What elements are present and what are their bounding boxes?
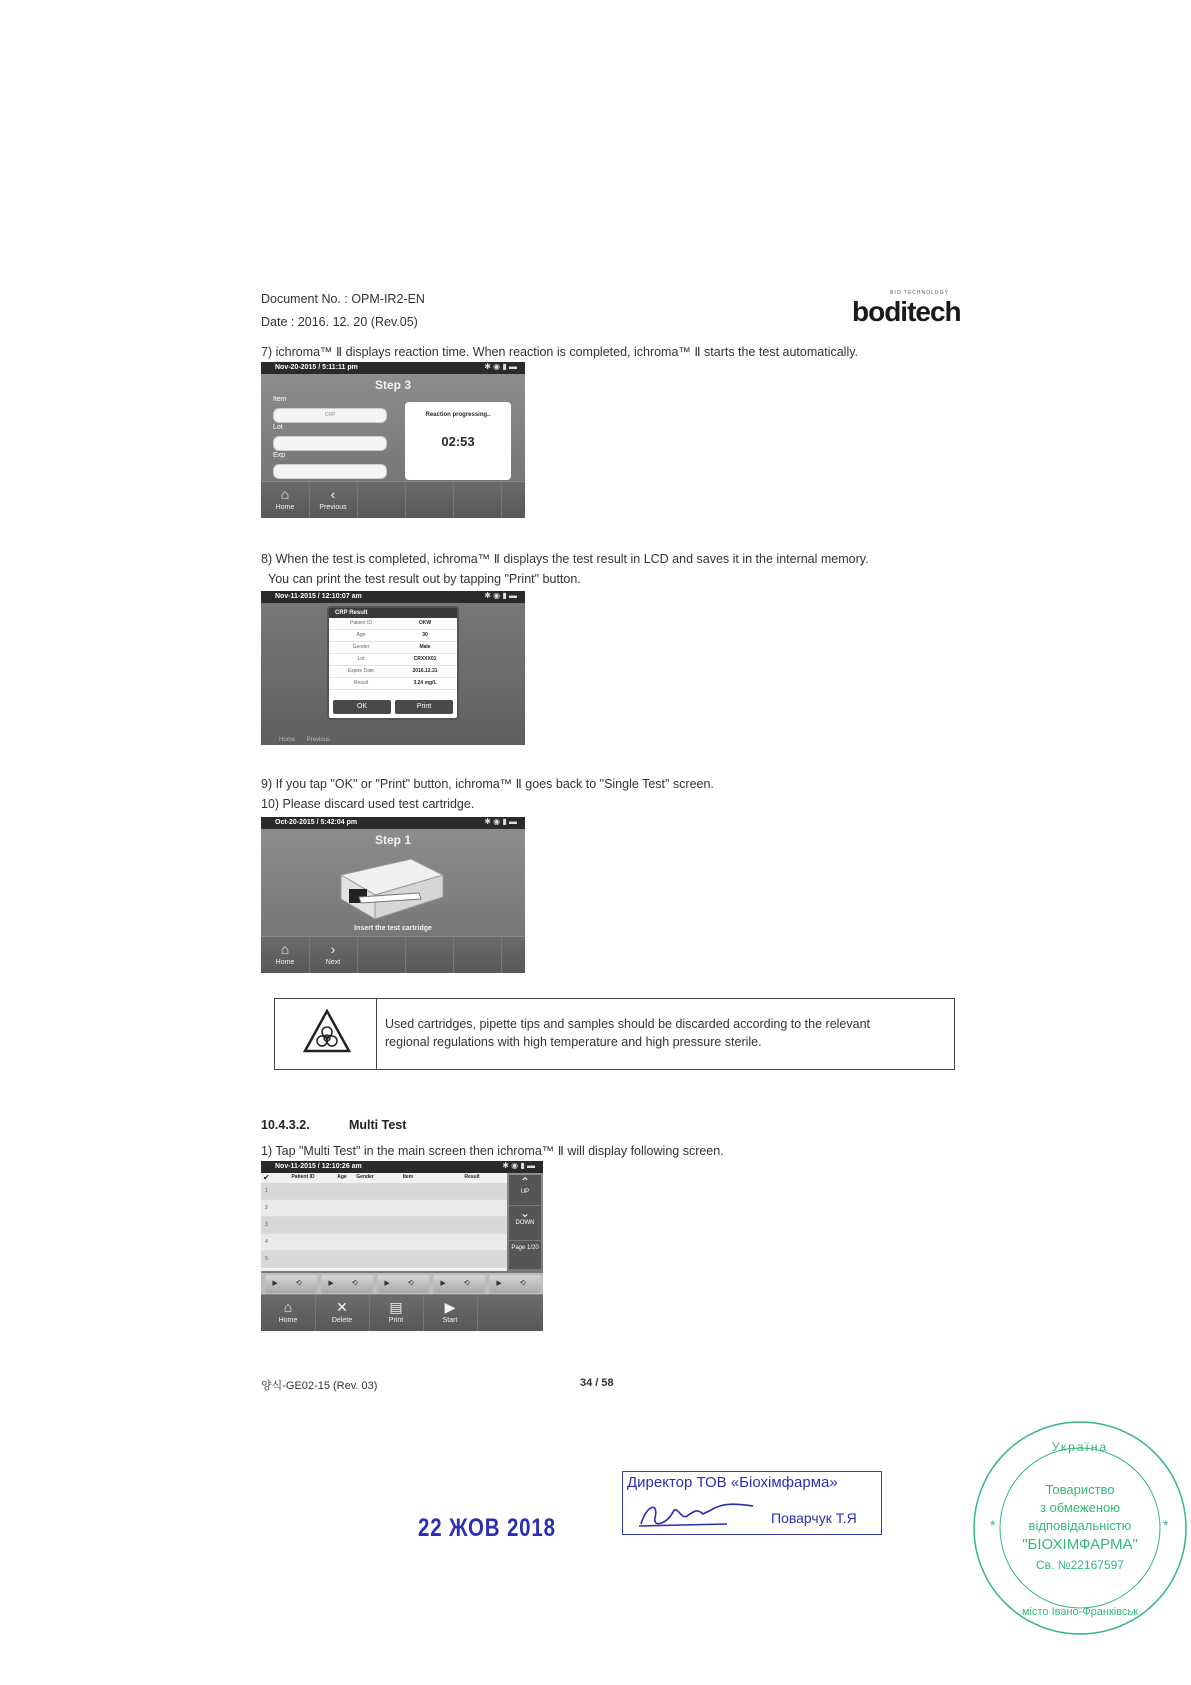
result-row xyxy=(329,630,457,642)
status-bar: Oct-20-2015 / 5:42:04 pm xyxy=(261,817,525,829)
row-number: 3 xyxy=(265,1222,268,1228)
lot-label: Lot xyxy=(273,424,283,431)
next-button[interactable]: › Next xyxy=(309,937,358,973)
status-bar: Nov-11-2015 / 12:10:07 am xyxy=(261,591,525,603)
column-header: Item xyxy=(402,1174,414,1180)
screen-step3-reaction xyxy=(261,362,525,518)
close-icon: ✕ xyxy=(336,1299,348,1315)
step-10-text: 10) Please discard used test cartridge. xyxy=(261,797,475,811)
row-number: 4 xyxy=(265,1239,268,1245)
home-button[interactable]: ⌂ Home xyxy=(261,1295,316,1331)
result-value: OKW xyxy=(418,620,432,626)
exp-field[interactable] xyxy=(273,464,387,479)
slot-strip xyxy=(261,1273,543,1295)
svg-text:*: * xyxy=(990,1517,996,1533)
nav-bar xyxy=(261,481,525,518)
status-bar: Nov-11-2015 / 12:10:26 am xyxy=(261,1161,543,1173)
result-key: Expire Date xyxy=(347,668,375,674)
logo-tagline: BIO TECHNOLOGY xyxy=(890,290,949,296)
table-row[interactable] xyxy=(261,1234,507,1251)
director-stamp xyxy=(622,1471,882,1535)
column-header: Patient ID xyxy=(291,1174,315,1180)
reaction-timer: 02:53 xyxy=(441,434,475,449)
seal-line-3: відповідальністю xyxy=(1028,1518,1132,1533)
item-field[interactable]: CRP xyxy=(273,408,387,423)
print-button[interactable]: Print xyxy=(395,700,453,714)
step-title: Step 3 xyxy=(374,378,411,392)
screen-multi-test xyxy=(261,1161,543,1331)
previous-button: Previous xyxy=(306,737,331,743)
chevron-up-icon: ⌃ xyxy=(519,1175,531,1189)
director-name: Поварчук Т.Я xyxy=(771,1510,857,1526)
home-button[interactable]: ⌂ Home xyxy=(261,937,310,973)
nav-bar-dimmed xyxy=(261,737,330,745)
home-icon: ⌂ xyxy=(280,486,290,502)
document-number: Document No. : OPM-IR2-EN xyxy=(261,292,425,306)
result-key: Lot xyxy=(357,656,365,662)
start-button[interactable]: ▶ Start xyxy=(423,1295,478,1331)
up-button[interactable]: ⌃ UP xyxy=(509,1175,541,1206)
device-illustration-icon xyxy=(331,853,451,923)
step-8-print-text: You can print the test result out by tapping "Print" button. xyxy=(268,572,581,586)
result-key: Patient ID xyxy=(350,620,372,626)
screen-step1-insert xyxy=(261,817,525,973)
multi-test-table xyxy=(261,1173,507,1271)
result-table xyxy=(329,618,457,690)
screen-crp-result xyxy=(261,591,525,745)
printer-icon: ▤ xyxy=(389,1299,403,1315)
step-title: Step 1 xyxy=(374,833,411,847)
date-stamp: 22 ЖОВ 2018 xyxy=(418,1514,556,1542)
chevron-down-icon: ⌄ xyxy=(519,1206,531,1220)
home-icon: ⌂ xyxy=(283,1299,293,1315)
result-row xyxy=(329,654,457,666)
previous-button[interactable]: ‹ Previous xyxy=(309,482,358,518)
column-header: Gender xyxy=(356,1174,374,1180)
form-number: 양식-GE02-15 (Rev. 03) xyxy=(261,1380,378,1392)
seal-line-2: з обмеженою xyxy=(1039,1500,1121,1515)
director-title: Директор ТОВ «Біохімфарма» xyxy=(627,1474,838,1491)
warning-line-2: regional regulations with high temperature and high pressure sterile. xyxy=(385,1035,762,1049)
result-value: 30 xyxy=(422,632,428,638)
boditech-logo xyxy=(852,290,962,330)
column-header: Result xyxy=(464,1174,480,1180)
row-number: 2 xyxy=(265,1205,268,1211)
status-icons: ✱ ◉ ▮ ▬ xyxy=(484,362,517,371)
row-number: 1 xyxy=(265,1188,268,1194)
home-button[interactable]: ⌂ Home xyxy=(261,482,310,518)
table-row[interactable] xyxy=(261,1200,507,1217)
slot-button[interactable]: ▶ ⟲ xyxy=(377,1275,429,1293)
item-label: Item xyxy=(273,396,287,403)
slot-button[interactable]: ▶ ⟲ xyxy=(489,1275,541,1293)
status-bar: Nov-20-2015 / 5:11:11 pm xyxy=(261,362,525,374)
seal-registration: Св. №22167597 xyxy=(1036,1558,1124,1572)
row-number: 5 xyxy=(265,1256,268,1262)
ok-button[interactable]: OK xyxy=(333,700,391,714)
result-value: 2016.12.31 xyxy=(412,668,438,674)
result-value: 3.24 mg/L xyxy=(413,680,437,686)
result-popup xyxy=(327,606,459,720)
table-row[interactable] xyxy=(261,1183,507,1200)
chevron-left-icon: ‹ xyxy=(330,486,336,502)
result-row xyxy=(329,618,457,630)
result-key: Result xyxy=(353,680,369,686)
print-button[interactable]: ▤ Print xyxy=(369,1295,424,1331)
section-title: Multi Test xyxy=(349,1118,407,1132)
company-seal xyxy=(970,1418,1190,1638)
seal-line-1: Товариство xyxy=(1045,1482,1115,1497)
status-icons: ✱ ◉ ▮ ▬ xyxy=(502,1161,535,1170)
table-body xyxy=(261,1183,507,1268)
scroll-panel xyxy=(509,1175,541,1269)
reaction-panel xyxy=(405,402,511,480)
insert-caption: Insert the test cartridge xyxy=(354,925,432,932)
result-key: Gender xyxy=(352,644,370,650)
result-value: CRXXX01 xyxy=(413,656,437,662)
slot-button[interactable]: ▶ ⟲ xyxy=(433,1275,485,1293)
document-date: Date : 2016. 12. 20 (Rev.05) xyxy=(261,315,418,329)
chevron-right-icon: › xyxy=(330,941,336,957)
progress-label: Reaction progressing.. xyxy=(425,412,491,418)
seal-company: "БІОХІМФАРМА" xyxy=(1022,1536,1138,1553)
slot-button[interactable]: ▶ ⟲ xyxy=(321,1275,373,1293)
biohazard-warning-box xyxy=(274,998,955,1070)
popup-title: CRP Result xyxy=(329,608,457,618)
table-row[interactable] xyxy=(261,1217,507,1234)
result-key: Age xyxy=(356,632,366,638)
signature-icon xyxy=(637,1494,757,1534)
section-number: 10.4.3.2. xyxy=(261,1118,310,1132)
table-header xyxy=(273,1174,507,1180)
step-9-text: 9) If you tap "OK" or "Print" button, ichroma™ Ⅱ goes back to "Single Test" screen. xyxy=(261,777,714,791)
check-icon[interactable]: ✔ xyxy=(263,1173,270,1182)
step-8-text: 8) When the test is completed, ichroma™ Ⅱ displays the test result in LCD and saves it in the internal memory. xyxy=(261,552,869,566)
result-row xyxy=(329,678,457,690)
result-value: Male xyxy=(419,644,431,650)
down-button[interactable]: ⌄ DOWN xyxy=(509,1206,541,1241)
lot-field[interactable] xyxy=(273,436,387,451)
svg-text:*: * xyxy=(1163,1517,1169,1533)
table-row[interactable] xyxy=(261,1251,507,1268)
exp-label: Exp xyxy=(273,452,286,459)
status-icons: ✱ ◉ ▮ ▬ xyxy=(484,591,517,600)
play-icon: ▶ xyxy=(444,1299,456,1315)
home-button: Home xyxy=(279,737,296,743)
delete-button[interactable]: ✕ Delete xyxy=(315,1295,370,1331)
nav-bar xyxy=(261,1294,543,1331)
page-indicator: Page 1/20 xyxy=(511,1245,539,1251)
status-icons: ✱ ◉ ▮ ▬ xyxy=(484,817,517,826)
warning-line-1: Used cartridges, pipette tips and samples should be discarded according to the relevant xyxy=(385,1017,871,1031)
home-icon: ⌂ xyxy=(280,941,290,957)
seal-city: місто Івано-Франківськ xyxy=(1021,1606,1139,1618)
multi-test-step-1: 1) Tap "Multi Test" in the main screen then ichroma™ Ⅱ will display following screen. xyxy=(261,1144,724,1158)
result-row xyxy=(329,642,457,654)
logo-text: boditech xyxy=(852,296,961,327)
page-number: 34 / 58 xyxy=(580,1377,614,1389)
nav-bar xyxy=(261,936,525,973)
seal-country: Україна xyxy=(1051,1440,1109,1454)
step-7-text: 7) ichroma™ Ⅱ displays reaction time. When reaction is completed, ichroma™ Ⅱ starts the test automatically. xyxy=(261,345,859,359)
biohazard-icon xyxy=(303,1009,351,1055)
result-row xyxy=(329,666,457,678)
column-header: Age xyxy=(337,1174,347,1180)
slot-button[interactable]: ▶ ⟲ xyxy=(265,1275,317,1293)
